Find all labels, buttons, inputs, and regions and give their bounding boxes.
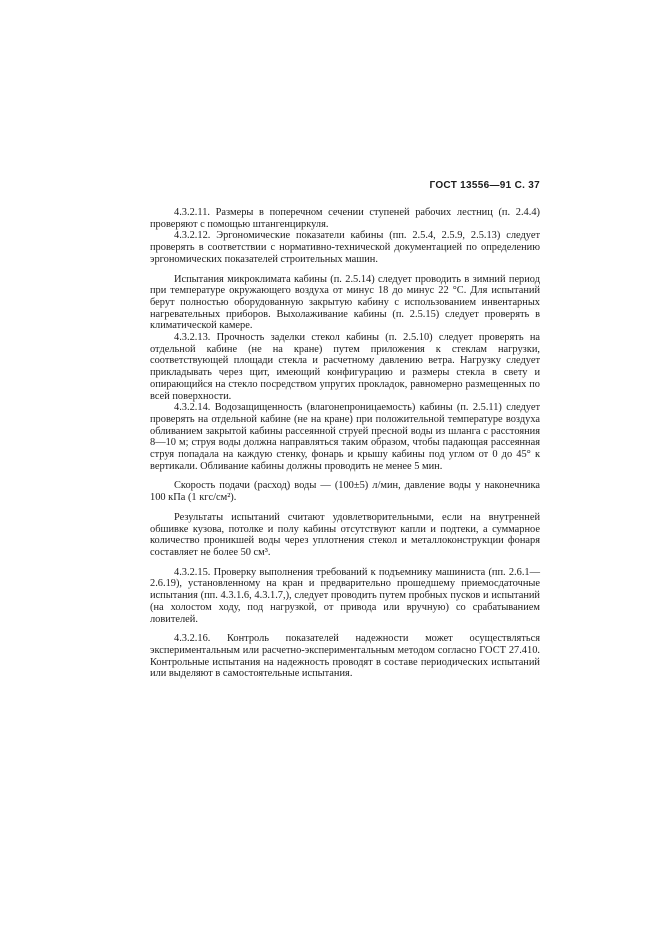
paragraph-results: Результаты испытаний считают удовлетворительными, если на внутренней обшивке кузова, потолке и полу кабины отсутствуют капли и подтеки, а суммарное количество проникшей воды через уплотнения стекол и металлоконструкции фонаря составляет не более 50 см³. <box>150 511 540 558</box>
document-body <box>150 207 540 680</box>
paragraph-4-3-2-13: 4.3.2.13. Прочность заделки стекол кабины (п. 2.5.10) следует проверять на отдельной кабине (не на кране) путем приложения к стеклам нагрузки, соответствующей площади стекла и расчетному давлению ветра. Нагрузку следует прикладывать через щит, имеющий конфигурацию и размеры стекла в свету и опирающийся на стекло посредством упругих прокладок, равномерно размещенных по всей поверхности. <box>150 332 540 402</box>
paragraph-4-3-2-14: 4.3.2.14. Водозащищенность (влагонепроницаемость) кабины (п. 2.5.11) следует проверять на отдельной кабине (не на кране) при положительной температуре воздуха обливанием закрытой кабины рассеянной струей пресной воды из шланга с расстояния 8—10 м; струя воды должна направляться таким образом, чтобы падающая рассеянная струя попадала на каждую стенку, фонарь и крышу кабины под углом от 0 до 45° к вертикали. Обливание кабины должны проводить не менее 5 мин. <box>150 402 540 472</box>
paragraph-4-3-2-12: 4.3.2.12. Эргономические показатели кабины (пп. 2.5.4, 2.5.9, 2.5.13) следует проверять в соответствии с нормативно-технической документацией по определению эргономических показателей строительных машин. <box>150 230 540 265</box>
paragraph-4-3-2-15: 4.3.2.15. Проверку выполнения требований к подъемнику машиниста (пп. 2.6.1—2.6.19), установленному на кран и предварительно прошедшему приемосдаточные испытания (пп. 4.3.1.6, 4.3.1.7,), следует проводить путем пробных пусков и испытаний (на холостом ходу, под нагрузкой, от привода или вручную) со срабатыванием ловителей. <box>150 566 540 625</box>
paragraph-water-flow: Скорость подачи (расход) воды — (100±5) л/мин, давление воды у наконечника 100 кПа (1 кгс/см²). <box>150 480 540 504</box>
running-head: ГОСТ 13556—91 С. 37 <box>429 180 540 191</box>
paragraph-microclimate: Испытания микроклимата кабины (п. 2.5.14) следует проводить в зимний период при температуре окружающего воздуха от минус 18 до минус 22 °С. Для испытаний берут полностью оборудованную закрытую кабину с использованием инвентарных нагревательных приборов. Выхолаживание кабины (п. 2.5.15) следует проверять в климатической камере. <box>150 273 540 332</box>
paragraph-4-3-2-11: 4.3.2.11. Размеры в поперечном сечении ступеней рабочих лестниц (п. 2.4.4) проверяют с помощью штангенциркуля. <box>150 207 540 230</box>
paragraph-4-3-2-16: 4.3.2.16. Контроль показателей надежности может осуществляться экспериментальным или расчетно-экспериментальным методом согласно ГОСТ 27.410. Контрольные испытания на надежность проводят в составе периодических испытаний или выделяют в самостоятельные испытания. <box>150 633 540 680</box>
